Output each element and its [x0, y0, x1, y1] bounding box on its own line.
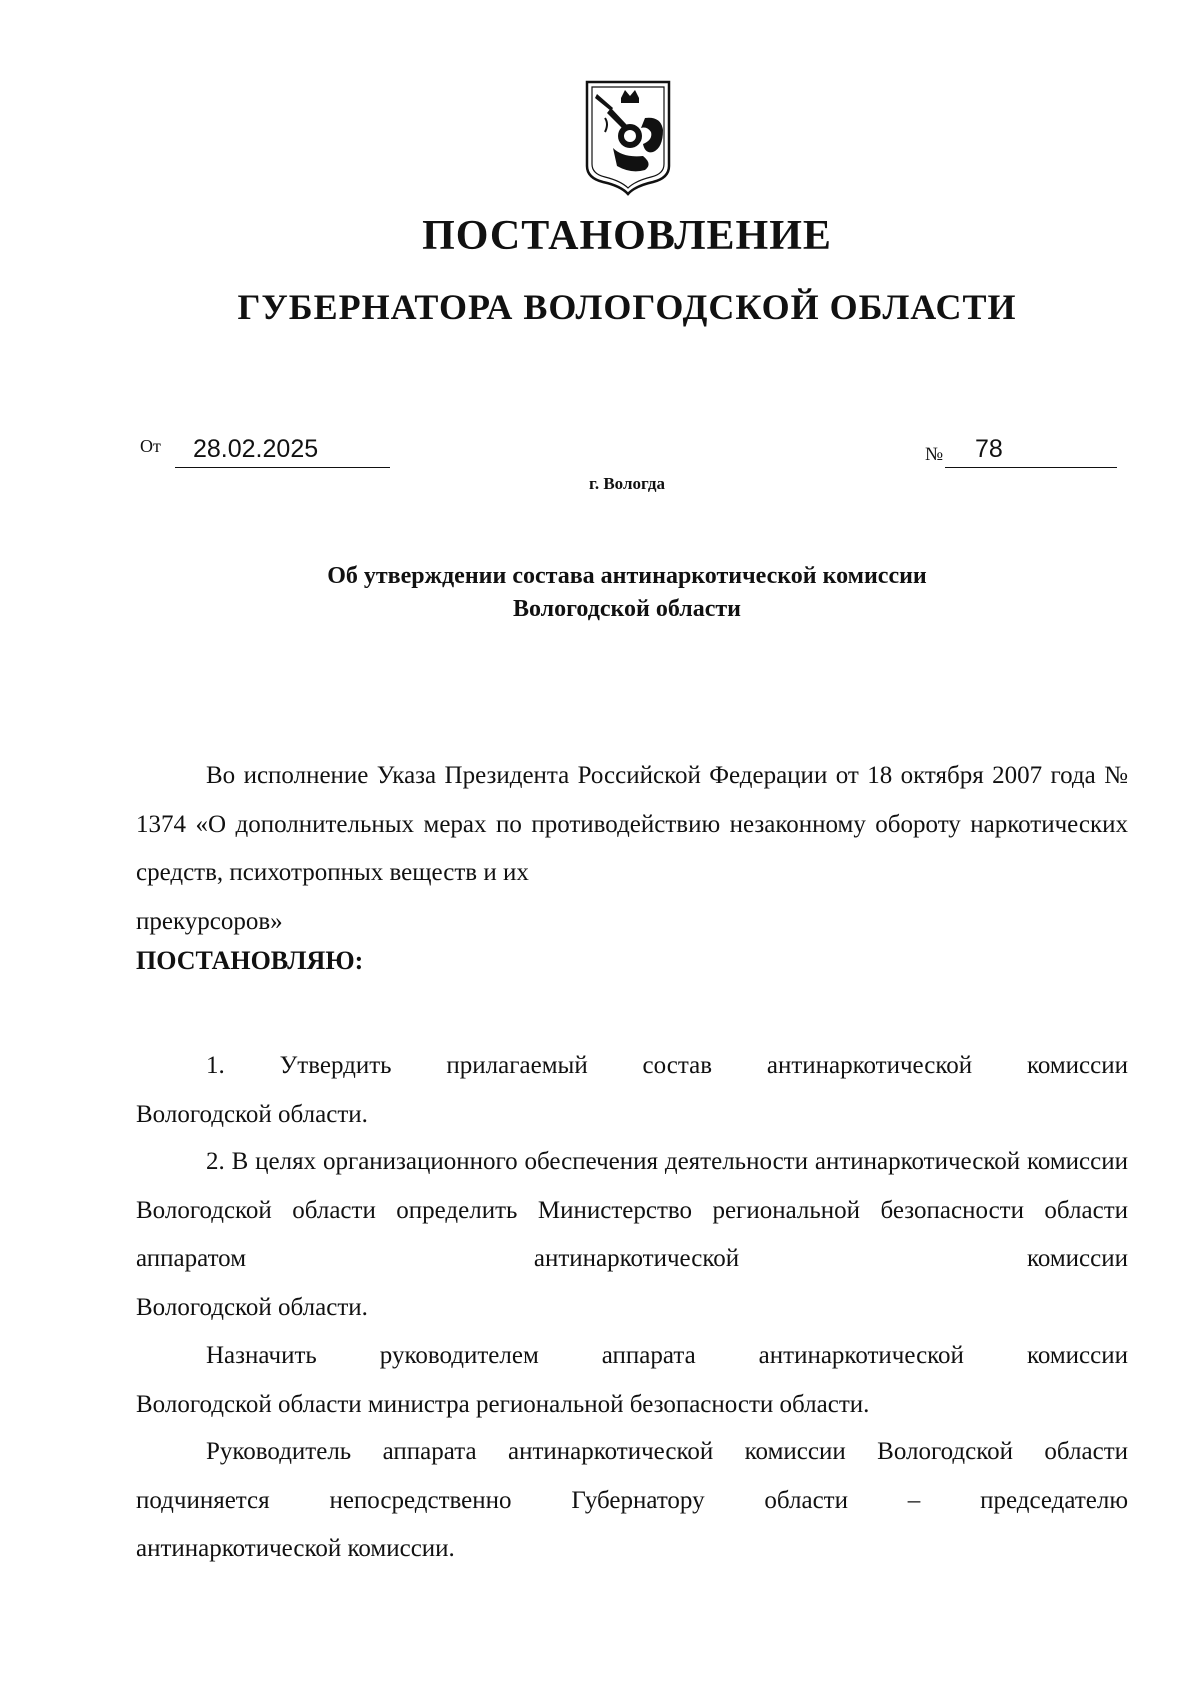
subordination-last-line: антинаркотической комиссии. — [136, 1535, 455, 1562]
document-title: ПОСТАНОВЛЕНИЕ — [422, 213, 832, 259]
decree-word: ПОСТАНОВЛЯЮ: — [136, 946, 364, 975]
date-label: От — [140, 436, 161, 456]
subject-line: Вологодской области — [512, 596, 742, 622]
document-issuer: ГУБЕРНАТОРА ВОЛОГОДСКОЙ ОБЛАСТИ — [237, 287, 1017, 327]
appointment-text: Назначить руководителем аппарата антинаркотической комиссии — [206, 1342, 1128, 1369]
city-name: г. Вологда — [589, 474, 665, 493]
appointment-last-line: Вологодской области министра региональной безопасности области. — [136, 1390, 870, 1418]
subordination-text: Руководитель аппарата антинаркотической комиссии Вологодской области подчиняется непосредственно Губернатору области – председателю — [136, 1438, 1128, 1514]
document-subject — [0, 560, 1200, 626]
coat-of-arms-icon — [583, 78, 673, 196]
item-2-text: 2. В целях организационного обеспечения деятельности антинаркотической комиссии Вологодской области определить Министерство региональной безопасности области аппаратом антинаркотической комиссии — [136, 1148, 1128, 1272]
item-2-last-line: Вологодской области. — [136, 1293, 368, 1321]
preamble-paragraph — [136, 752, 1128, 946]
item-1-last-line: Вологодской области. — [136, 1100, 368, 1128]
number-label: № — [925, 444, 944, 465]
subject-line: Об утверждении состава антинаркотической комиссии — [327, 563, 927, 589]
document-date: 28.02.2025 — [175, 434, 390, 468]
subordination-paragraph — [136, 1428, 1128, 1574]
item-1-paragraph — [136, 1042, 1128, 1139]
preamble-last-line: прекурсоров» — [136, 907, 283, 935]
item-2-paragraph — [136, 1138, 1128, 1332]
preamble-text: Во исполнение Указа Президента Российской Федерации от 18 октября 2007 года № 1374 «О дополнительных мерах по противодействию незаконному обороту наркотических средств, психотропных веществ и их — [136, 762, 1128, 886]
document-number: 78 — [945, 434, 1117, 468]
appointment-paragraph — [136, 1332, 1128, 1429]
item-1-text: 1. Утвердить прилагаемый состав антинаркотической комиссии — [206, 1052, 1128, 1079]
